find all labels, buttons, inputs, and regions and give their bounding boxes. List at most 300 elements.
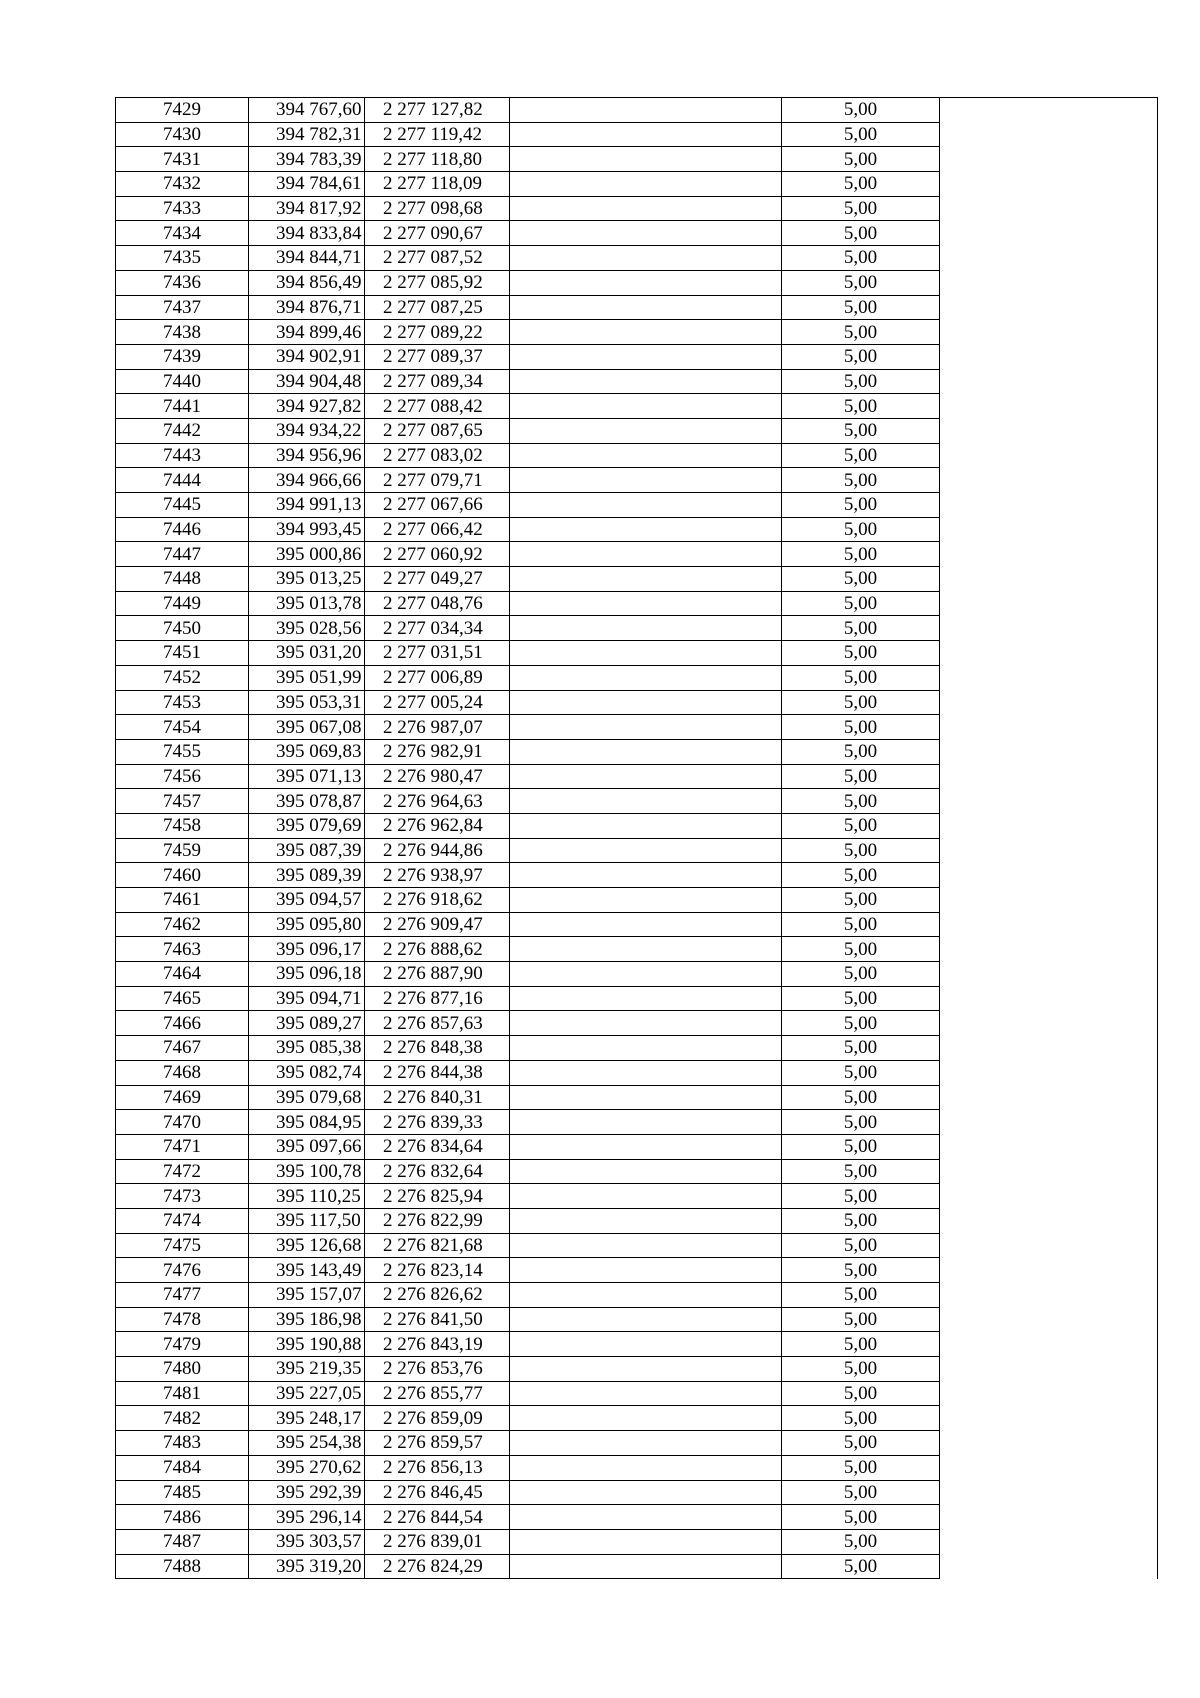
y-coordinate-cell: 2 277 089,22 <box>365 320 510 345</box>
y-coordinate-cell: 2 276 832,64 <box>365 1159 510 1184</box>
y-coordinate-cell: 2 276 962,84 <box>365 813 510 838</box>
value-cell: 5,00 <box>782 147 940 172</box>
empty-cell <box>510 1085 782 1110</box>
y-coordinate-cell: 2 277 088,42 <box>365 394 510 419</box>
blank-column-cell <box>940 221 1158 246</box>
value-cell: 5,00 <box>782 1085 940 1110</box>
point-number-cell: 7441 <box>116 394 249 419</box>
y-coordinate-cell: 2 277 118,09 <box>365 172 510 197</box>
empty-cell <box>510 1184 782 1209</box>
point-number-cell: 7429 <box>116 98 249 123</box>
y-coordinate-cell: 2 276 909,47 <box>365 912 510 937</box>
point-number-cell: 7453 <box>116 690 249 715</box>
empty-cell <box>510 1381 782 1406</box>
y-coordinate-cell: 2 277 098,68 <box>365 196 510 221</box>
blank-column-cell <box>940 1529 1158 1554</box>
point-number-cell: 7447 <box>116 542 249 567</box>
empty-cell <box>510 912 782 937</box>
table-row <box>116 1554 1158 1579</box>
point-number-cell: 7449 <box>116 591 249 616</box>
empty-cell <box>510 1060 782 1085</box>
y-coordinate-cell: 2 276 980,47 <box>365 764 510 789</box>
point-number-cell: 7466 <box>116 1011 249 1036</box>
table-row <box>116 715 1158 740</box>
empty-cell <box>510 172 782 197</box>
point-number-cell: 7471 <box>116 1134 249 1159</box>
table-row <box>116 1381 1158 1406</box>
table-row <box>116 912 1158 937</box>
x-coordinate-cell: 395 079,69 <box>249 813 365 838</box>
blank-column-cell <box>940 468 1158 493</box>
x-coordinate-cell: 395 095,80 <box>249 912 365 937</box>
point-number-cell: 7430 <box>116 122 249 147</box>
y-coordinate-cell: 2 277 118,80 <box>365 147 510 172</box>
empty-cell <box>510 1529 782 1554</box>
empty-cell <box>510 591 782 616</box>
empty-cell <box>510 863 782 888</box>
point-number-cell: 7475 <box>116 1233 249 1258</box>
table-row <box>116 863 1158 888</box>
table-row <box>116 1110 1158 1135</box>
x-coordinate-cell: 394 899,46 <box>249 320 365 345</box>
y-coordinate-cell: 2 277 005,24 <box>365 690 510 715</box>
y-coordinate-cell: 2 277 079,71 <box>365 468 510 493</box>
x-coordinate-cell: 395 248,17 <box>249 1406 365 1431</box>
blank-column-cell <box>940 789 1158 814</box>
x-coordinate-cell: 395 110,25 <box>249 1184 365 1209</box>
empty-cell <box>510 1110 782 1135</box>
point-number-cell: 7442 <box>116 418 249 443</box>
y-coordinate-cell: 2 276 825,94 <box>365 1184 510 1209</box>
value-cell: 5,00 <box>782 1036 940 1061</box>
point-number-cell: 7474 <box>116 1208 249 1233</box>
y-coordinate-cell: 2 276 821,68 <box>365 1233 510 1258</box>
x-coordinate-cell: 395 096,18 <box>249 962 365 987</box>
value-cell: 5,00 <box>782 962 940 987</box>
x-coordinate-cell: 394 927,82 <box>249 394 365 419</box>
x-coordinate-cell: 394 784,61 <box>249 172 365 197</box>
y-coordinate-cell: 2 276 855,77 <box>365 1381 510 1406</box>
y-coordinate-cell: 2 276 938,97 <box>365 863 510 888</box>
blank-column-cell <box>940 196 1158 221</box>
table-row <box>116 221 1158 246</box>
point-number-cell: 7459 <box>116 838 249 863</box>
y-coordinate-cell: 2 277 060,92 <box>365 542 510 567</box>
value-cell: 5,00 <box>782 1381 940 1406</box>
empty-cell <box>510 764 782 789</box>
empty-cell <box>510 1480 782 1505</box>
blank-column-cell <box>940 1455 1158 1480</box>
blank-column-cell <box>940 813 1158 838</box>
blank-column-cell <box>940 1307 1158 1332</box>
point-number-cell: 7433 <box>116 196 249 221</box>
empty-cell <box>510 98 782 123</box>
value-cell: 5,00 <box>782 394 940 419</box>
y-coordinate-cell: 2 277 085,92 <box>365 270 510 295</box>
point-number-cell: 7445 <box>116 493 249 518</box>
empty-cell <box>510 122 782 147</box>
value-cell: 5,00 <box>782 1011 940 1036</box>
x-coordinate-cell: 395 100,78 <box>249 1159 365 1184</box>
coordinates-table <box>115 97 1158 1579</box>
table-row <box>116 1431 1158 1456</box>
value-cell: 5,00 <box>782 690 940 715</box>
x-coordinate-cell: 395 219,35 <box>249 1357 365 1382</box>
x-coordinate-cell: 395 157,07 <box>249 1283 365 1308</box>
blank-column-cell <box>940 1357 1158 1382</box>
value-cell: 5,00 <box>782 1258 940 1283</box>
y-coordinate-cell: 2 277 090,67 <box>365 221 510 246</box>
x-coordinate-cell: 395 117,50 <box>249 1208 365 1233</box>
blank-column-cell <box>940 1060 1158 1085</box>
x-coordinate-cell: 395 089,39 <box>249 863 365 888</box>
point-number-cell: 7440 <box>116 369 249 394</box>
x-coordinate-cell: 395 319,20 <box>249 1554 365 1579</box>
empty-cell <box>510 1208 782 1233</box>
blank-column-cell <box>940 641 1158 666</box>
value-cell: 5,00 <box>782 1332 940 1357</box>
y-coordinate-cell: 2 276 840,31 <box>365 1085 510 1110</box>
table-row <box>116 418 1158 443</box>
y-coordinate-cell: 2 276 843,19 <box>365 1332 510 1357</box>
y-coordinate-cell: 2 276 826,62 <box>365 1283 510 1308</box>
x-coordinate-cell: 395 254,38 <box>249 1431 365 1456</box>
value-cell: 5,00 <box>782 1480 940 1505</box>
table-row <box>116 986 1158 1011</box>
table-row <box>116 517 1158 542</box>
blank-column-cell <box>940 369 1158 394</box>
table-row <box>116 172 1158 197</box>
y-coordinate-cell: 2 277 083,02 <box>365 443 510 468</box>
blank-column-cell <box>940 1134 1158 1159</box>
blank-column-cell <box>940 1381 1158 1406</box>
blank-column-cell <box>940 443 1158 468</box>
point-number-cell: 7470 <box>116 1110 249 1135</box>
value-cell: 5,00 <box>782 838 940 863</box>
x-coordinate-cell: 394 991,13 <box>249 493 365 518</box>
x-coordinate-cell: 395 186,98 <box>249 1307 365 1332</box>
empty-cell <box>510 937 782 962</box>
table-row <box>116 789 1158 814</box>
point-number-cell: 7463 <box>116 937 249 962</box>
point-number-cell: 7452 <box>116 665 249 690</box>
value-cell: 5,00 <box>782 122 940 147</box>
point-number-cell: 7458 <box>116 813 249 838</box>
value-cell: 5,00 <box>782 1184 940 1209</box>
value-cell: 5,00 <box>782 369 940 394</box>
blank-column-cell <box>940 665 1158 690</box>
empty-cell <box>510 616 782 641</box>
blank-column-cell <box>940 739 1158 764</box>
empty-cell <box>510 196 782 221</box>
y-coordinate-cell: 2 277 048,76 <box>365 591 510 616</box>
table-row <box>116 369 1158 394</box>
point-number-cell: 7465 <box>116 986 249 1011</box>
y-coordinate-cell: 2 277 087,25 <box>365 295 510 320</box>
point-number-cell: 7438 <box>116 320 249 345</box>
table-row <box>116 98 1158 123</box>
y-coordinate-cell: 2 276 839,01 <box>365 1529 510 1554</box>
x-coordinate-cell: 394 844,71 <box>249 246 365 271</box>
point-number-cell: 7436 <box>116 270 249 295</box>
value-cell: 5,00 <box>782 641 940 666</box>
value-cell: 5,00 <box>782 1406 940 1431</box>
blank-column-cell <box>940 1159 1158 1184</box>
blank-column-cell <box>940 320 1158 345</box>
point-number-cell: 7473 <box>116 1184 249 1209</box>
value-cell: 5,00 <box>782 1357 940 1382</box>
value-cell: 5,00 <box>782 1307 940 1332</box>
table-row <box>116 591 1158 616</box>
value-cell: 5,00 <box>782 443 940 468</box>
table-row <box>116 270 1158 295</box>
table-row <box>116 1011 1158 1036</box>
table-row <box>116 1529 1158 1554</box>
y-coordinate-cell: 2 276 841,50 <box>365 1307 510 1332</box>
x-coordinate-cell: 395 089,27 <box>249 1011 365 1036</box>
x-coordinate-cell: 394 783,39 <box>249 147 365 172</box>
empty-cell <box>510 295 782 320</box>
blank-column-cell <box>940 1208 1158 1233</box>
empty-cell <box>510 962 782 987</box>
y-coordinate-cell: 2 276 848,38 <box>365 1036 510 1061</box>
empty-cell <box>510 1554 782 1579</box>
x-coordinate-cell: 394 876,71 <box>249 295 365 320</box>
point-number-cell: 7486 <box>116 1505 249 1530</box>
blank-column-cell <box>940 1431 1158 1456</box>
x-coordinate-cell: 395 053,31 <box>249 690 365 715</box>
empty-cell <box>510 1011 782 1036</box>
x-coordinate-cell: 395 087,39 <box>249 838 365 863</box>
empty-cell <box>510 838 782 863</box>
x-coordinate-cell: 395 096,17 <box>249 937 365 962</box>
empty-cell <box>510 665 782 690</box>
x-coordinate-cell: 395 094,71 <box>249 986 365 1011</box>
point-number-cell: 7448 <box>116 567 249 592</box>
value-cell: 5,00 <box>782 986 940 1011</box>
y-coordinate-cell: 2 277 031,51 <box>365 641 510 666</box>
x-coordinate-cell: 395 078,87 <box>249 789 365 814</box>
point-number-cell: 7439 <box>116 344 249 369</box>
blank-column-cell <box>940 517 1158 542</box>
value-cell: 5,00 <box>782 172 940 197</box>
point-number-cell: 7457 <box>116 789 249 814</box>
point-number-cell: 7479 <box>116 1332 249 1357</box>
value-cell: 5,00 <box>782 1505 940 1530</box>
point-number-cell: 7461 <box>116 888 249 913</box>
point-number-cell: 7468 <box>116 1060 249 1085</box>
blank-column-cell <box>940 1332 1158 1357</box>
table-row <box>116 641 1158 666</box>
blank-column-cell <box>940 344 1158 369</box>
value-cell: 5,00 <box>782 739 940 764</box>
blank-column-cell <box>940 295 1158 320</box>
table-row <box>116 1208 1158 1233</box>
blank-column-cell <box>940 98 1158 123</box>
x-coordinate-cell: 394 956,96 <box>249 443 365 468</box>
x-coordinate-cell: 394 904,48 <box>249 369 365 394</box>
x-coordinate-cell: 395 079,68 <box>249 1085 365 1110</box>
empty-cell <box>510 221 782 246</box>
y-coordinate-cell: 2 276 964,63 <box>365 789 510 814</box>
value-cell: 5,00 <box>782 1159 940 1184</box>
empty-cell <box>510 493 782 518</box>
value-cell: 5,00 <box>782 468 940 493</box>
coordinates-table-body <box>116 98 1158 1579</box>
point-number-cell: 7432 <box>116 172 249 197</box>
value-cell: 5,00 <box>782 567 940 592</box>
point-number-cell: 7451 <box>116 641 249 666</box>
x-coordinate-cell: 394 934,22 <box>249 418 365 443</box>
blank-column-cell <box>940 986 1158 1011</box>
y-coordinate-cell: 2 277 089,37 <box>365 344 510 369</box>
blank-column-cell <box>940 122 1158 147</box>
table-row <box>116 196 1158 221</box>
value-cell: 5,00 <box>782 1134 940 1159</box>
x-coordinate-cell: 395 143,49 <box>249 1258 365 1283</box>
value-cell: 5,00 <box>782 295 940 320</box>
table-row <box>116 813 1158 838</box>
empty-cell <box>510 1159 782 1184</box>
empty-cell <box>510 443 782 468</box>
table-row <box>116 295 1158 320</box>
x-coordinate-cell: 394 767,60 <box>249 98 365 123</box>
value-cell: 5,00 <box>782 1233 940 1258</box>
point-number-cell: 7434 <box>116 221 249 246</box>
x-coordinate-cell: 394 782,31 <box>249 122 365 147</box>
value-cell: 5,00 <box>782 1283 940 1308</box>
blank-column-cell <box>940 838 1158 863</box>
value-cell: 5,00 <box>782 517 940 542</box>
blank-column-cell <box>940 764 1158 789</box>
point-number-cell: 7480 <box>116 1357 249 1382</box>
value-cell: 5,00 <box>782 616 940 641</box>
blank-column-cell <box>940 1258 1158 1283</box>
value-cell: 5,00 <box>782 888 940 913</box>
blank-column-cell <box>940 1036 1158 1061</box>
blank-column-cell <box>940 888 1158 913</box>
blank-column-cell <box>940 270 1158 295</box>
empty-cell <box>510 1307 782 1332</box>
x-coordinate-cell: 395 085,38 <box>249 1036 365 1061</box>
table-row <box>116 1036 1158 1061</box>
value-cell: 5,00 <box>782 1554 940 1579</box>
x-coordinate-cell: 395 000,86 <box>249 542 365 567</box>
blank-column-cell <box>940 1406 1158 1431</box>
empty-cell <box>510 1455 782 1480</box>
value-cell: 5,00 <box>782 764 940 789</box>
table-row <box>116 1357 1158 1382</box>
empty-cell <box>510 1036 782 1061</box>
table-row <box>116 147 1158 172</box>
blank-column-cell <box>940 147 1158 172</box>
blank-column-cell <box>940 962 1158 987</box>
value-cell: 5,00 <box>782 863 940 888</box>
x-coordinate-cell: 395 013,25 <box>249 567 365 592</box>
x-coordinate-cell: 394 902,91 <box>249 344 365 369</box>
blank-column-cell <box>940 1233 1158 1258</box>
x-coordinate-cell: 395 094,57 <box>249 888 365 913</box>
blank-column-cell <box>940 912 1158 937</box>
table-row <box>116 739 1158 764</box>
table-row <box>116 1134 1158 1159</box>
value-cell: 5,00 <box>782 196 940 221</box>
y-coordinate-cell: 2 277 119,42 <box>365 122 510 147</box>
blank-column-cell <box>940 715 1158 740</box>
point-number-cell: 7488 <box>116 1554 249 1579</box>
value-cell: 5,00 <box>782 493 940 518</box>
x-coordinate-cell: 395 270,62 <box>249 1455 365 1480</box>
y-coordinate-cell: 2 276 857,63 <box>365 1011 510 1036</box>
blank-column-cell <box>940 418 1158 443</box>
y-coordinate-cell: 2 276 822,99 <box>365 1208 510 1233</box>
value-cell: 5,00 <box>782 98 940 123</box>
empty-cell <box>510 542 782 567</box>
empty-cell <box>510 715 782 740</box>
table-row <box>116 1060 1158 1085</box>
empty-cell <box>510 369 782 394</box>
empty-cell <box>510 394 782 419</box>
blank-column-cell <box>940 567 1158 592</box>
value-cell: 5,00 <box>782 246 940 271</box>
x-coordinate-cell: 395 126,68 <box>249 1233 365 1258</box>
blank-column-cell <box>940 1480 1158 1505</box>
x-coordinate-cell: 395 084,95 <box>249 1110 365 1135</box>
x-coordinate-cell: 395 067,08 <box>249 715 365 740</box>
table-row <box>116 937 1158 962</box>
empty-cell <box>510 344 782 369</box>
y-coordinate-cell: 2 276 846,45 <box>365 1480 510 1505</box>
value-cell: 5,00 <box>782 221 940 246</box>
value-cell: 5,00 <box>782 320 940 345</box>
y-coordinate-cell: 2 276 844,54 <box>365 1505 510 1530</box>
y-coordinate-cell: 2 277 006,89 <box>365 665 510 690</box>
point-number-cell: 7443 <box>116 443 249 468</box>
blank-column-cell <box>940 1011 1158 1036</box>
empty-cell <box>510 1258 782 1283</box>
table-row <box>116 443 1158 468</box>
x-coordinate-cell: 395 031,20 <box>249 641 365 666</box>
y-coordinate-cell: 2 276 877,16 <box>365 986 510 1011</box>
x-coordinate-cell: 395 051,99 <box>249 665 365 690</box>
x-coordinate-cell: 395 227,05 <box>249 1381 365 1406</box>
table-row <box>116 542 1158 567</box>
empty-cell <box>510 418 782 443</box>
blank-column-cell <box>940 1505 1158 1530</box>
value-cell: 5,00 <box>782 591 940 616</box>
table-row <box>116 1505 1158 1530</box>
table-row <box>116 1184 1158 1209</box>
x-coordinate-cell: 395 069,83 <box>249 739 365 764</box>
table-row <box>116 1085 1158 1110</box>
table-row <box>116 1258 1158 1283</box>
point-number-cell: 7437 <box>116 295 249 320</box>
value-cell: 5,00 <box>782 665 940 690</box>
empty-cell <box>510 986 782 1011</box>
point-number-cell: 7456 <box>116 764 249 789</box>
point-number-cell: 7460 <box>116 863 249 888</box>
blank-column-cell <box>940 690 1158 715</box>
empty-cell <box>510 1357 782 1382</box>
table-row <box>116 1455 1158 1480</box>
value-cell: 5,00 <box>782 1455 940 1480</box>
x-coordinate-cell: 395 013,78 <box>249 591 365 616</box>
table-row <box>116 1307 1158 1332</box>
empty-cell <box>510 690 782 715</box>
table-row <box>116 1159 1158 1184</box>
y-coordinate-cell: 2 276 859,57 <box>365 1431 510 1456</box>
point-number-cell: 7446 <box>116 517 249 542</box>
